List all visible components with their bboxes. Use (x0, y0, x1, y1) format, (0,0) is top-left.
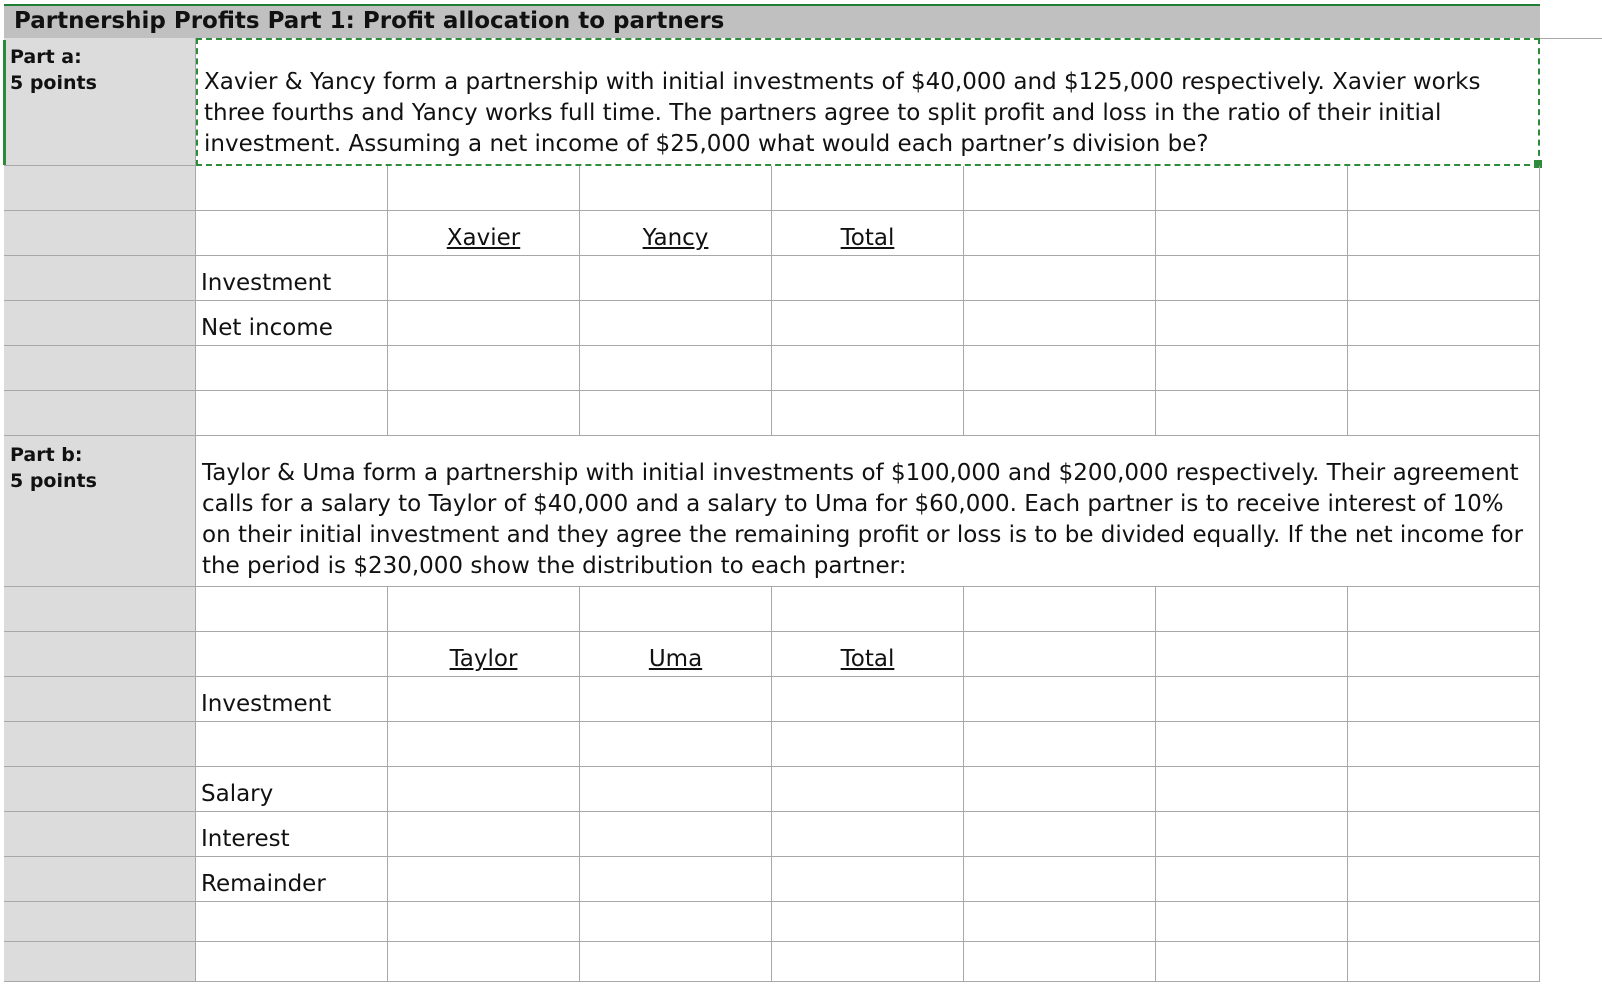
taylor-remainder-cell[interactable] (388, 857, 580, 902)
cell[interactable] (1348, 391, 1540, 436)
grid-row[interactable] (4, 942, 1540, 982)
total-investment-cell[interactable] (772, 256, 964, 301)
net-income-label: Net income (201, 315, 333, 341)
cell[interactable] (196, 942, 388, 982)
uma-remainder-cell[interactable] (580, 857, 772, 902)
grid-row[interactable] (4, 587, 1540, 632)
part-a-question-row[interactable] (4, 38, 1540, 166)
cell[interactable] (196, 722, 388, 767)
cell[interactable] (1348, 942, 1540, 982)
cell[interactable] (1348, 301, 1540, 346)
net-income-label-cell[interactable] (196, 301, 388, 346)
header-taylor: Taylor (449, 646, 518, 672)
cell[interactable] (1156, 942, 1348, 982)
grid-row[interactable] (4, 346, 1540, 391)
title-row[interactable] (4, 4, 1540, 38)
cell[interactable] (1348, 256, 1540, 301)
cell[interactable] (964, 211, 1156, 256)
cell[interactable] (772, 942, 964, 982)
cell[interactable] (964, 812, 1156, 857)
part-b-remainder-row[interactable] (4, 857, 1540, 902)
cell[interactable] (964, 166, 1156, 211)
salary-label-cell[interactable] (196, 767, 388, 812)
part-a-question-text: Xavier & Yancy form a partnership with initial investments of $40,000 and $125,000 respectively. Xavier works three fourths and Yancy works full time. The partners agree to split profit and loss in the ratio of their initial investment. Assuming a net income of $25,000 what would each partner’s division be? (204, 69, 1481, 157)
uma-salary-cell[interactable] (580, 767, 772, 812)
cell[interactable] (1348, 346, 1540, 391)
cell[interactable] (196, 587, 388, 632)
cell[interactable] (1156, 166, 1348, 211)
row-label-cell[interactable] (4, 677, 196, 722)
remainder-label: Remainder (201, 871, 326, 897)
cell[interactable] (1156, 256, 1348, 301)
total-investment-cell[interactable] (772, 677, 964, 722)
cell[interactable] (1348, 767, 1540, 812)
cell[interactable] (580, 346, 772, 391)
cell[interactable] (964, 256, 1156, 301)
remainder-label-cell[interactable] (196, 857, 388, 902)
header-yancy-cell[interactable] (580, 211, 772, 256)
cell[interactable] (964, 767, 1156, 812)
header-xavier-cell[interactable] (388, 211, 580, 256)
cell[interactable] (964, 632, 1156, 677)
part-b-label: Part b: (10, 444, 83, 466)
row-label-cell[interactable] (4, 587, 196, 632)
grid-row[interactable] (4, 722, 1540, 767)
row-label-cell[interactable] (4, 767, 196, 812)
row-label-cell[interactable] (4, 166, 196, 211)
cell[interactable] (1348, 632, 1540, 677)
part-a-net-income-row[interactable] (4, 301, 1540, 346)
cell[interactable] (964, 722, 1156, 767)
row-label-cell[interactable] (4, 857, 196, 902)
cell[interactable] (1348, 587, 1540, 632)
uma-interest-cell[interactable] (580, 812, 772, 857)
header-total-cell[interactable] (772, 632, 964, 677)
interest-label: Interest (201, 826, 290, 852)
cell[interactable] (1156, 391, 1348, 436)
xavier-investment-cell[interactable] (388, 256, 580, 301)
part-b-interest-row[interactable] (4, 812, 1540, 857)
part-b-question-text: Taylor & Uma form a partnership with initial investments of $100,000 and $200,000 respectively. Their agreement calls for a salary to Taylor of $40,000 and a salary to Uma for $60,000. Each partner is to receive interest of 10% on their initial investment and they agree the remaining profit or loss is to be divided equally. If the net income for the period is $230,000 show the distribution to each partner: (202, 460, 1524, 579)
cell[interactable] (964, 587, 1156, 632)
part-a-investment-row[interactable] (4, 256, 1540, 301)
cell[interactable] (196, 211, 388, 256)
cell[interactable] (580, 722, 772, 767)
cell[interactable] (388, 346, 580, 391)
total-interest-cell[interactable] (772, 812, 964, 857)
row-label-cell[interactable] (4, 902, 196, 942)
cell[interactable] (1156, 211, 1348, 256)
header-total: Total (840, 225, 895, 251)
cell[interactable] (772, 587, 964, 632)
row-label-cell[interactable] (4, 346, 196, 391)
xavier-net-income-cell[interactable] (388, 301, 580, 346)
part-b-investment-row[interactable] (4, 677, 1540, 722)
row-label-cell[interactable] (4, 256, 196, 301)
investment-label: Investment (201, 270, 332, 296)
cell[interactable] (772, 902, 964, 942)
cell[interactable] (1156, 722, 1348, 767)
header-uma-cell[interactable] (580, 632, 772, 677)
cell[interactable] (196, 632, 388, 677)
total-remainder-cell[interactable] (772, 857, 964, 902)
cell[interactable] (1348, 812, 1540, 857)
salary-label: Salary (201, 781, 274, 807)
part-b-question-cell[interactable] (196, 436, 1540, 587)
row-label-cell[interactable] (4, 632, 196, 677)
row-label-cell[interactable] (4, 211, 196, 256)
header-total-cell[interactable] (772, 211, 964, 256)
cell[interactable] (772, 722, 964, 767)
grid-row[interactable] (4, 902, 1540, 942)
row-label-cell[interactable] (4, 391, 196, 436)
cell[interactable] (1156, 767, 1348, 812)
cell[interactable] (1156, 812, 1348, 857)
part-a-label-cell[interactable] (4, 38, 196, 166)
uma-investment-cell[interactable] (580, 677, 772, 722)
sheet-title: Partnership Profits Part 1: Profit allocation to partners (14, 8, 725, 34)
cell[interactable] (196, 166, 388, 211)
cell[interactable] (964, 857, 1156, 902)
cell[interactable] (580, 166, 772, 211)
header-total: Total (840, 646, 895, 672)
taylor-investment-cell[interactable] (388, 677, 580, 722)
part-b-salary-row[interactable] (4, 767, 1540, 812)
header-xavier: Xavier (446, 225, 521, 251)
cell[interactable] (964, 346, 1156, 391)
cell[interactable] (964, 902, 1156, 942)
header-taylor-cell[interactable] (388, 632, 580, 677)
part-b-question-row[interactable] (4, 436, 1540, 587)
cell[interactable] (964, 301, 1156, 346)
grid-row[interactable] (4, 166, 1540, 211)
cell[interactable] (1156, 677, 1348, 722)
part-a-label: Part a: (10, 46, 82, 68)
part-a-header-row[interactable] (4, 211, 1540, 256)
cell[interactable] (1348, 902, 1540, 942)
yancy-investment-cell[interactable] (580, 256, 772, 301)
part-b-label-cell[interactable] (4, 436, 196, 587)
row-label-cell[interactable] (4, 812, 196, 857)
total-salary-cell[interactable] (772, 767, 964, 812)
row-label-cell[interactable] (4, 301, 196, 346)
cell[interactable] (196, 391, 388, 436)
cell[interactable] (964, 942, 1156, 982)
cell[interactable] (196, 346, 388, 391)
part-a-question-cell[interactable] (196, 38, 1540, 166)
cell[interactable] (772, 346, 964, 391)
taylor-salary-cell[interactable] (388, 767, 580, 812)
cell[interactable] (772, 391, 964, 436)
cell[interactable] (388, 391, 580, 436)
cell[interactable] (1156, 587, 1348, 632)
interest-label-cell[interactable] (196, 812, 388, 857)
cell[interactable] (1156, 301, 1348, 346)
cell[interactable] (580, 587, 772, 632)
cell[interactable] (580, 902, 772, 942)
cell[interactable] (580, 942, 772, 982)
cell[interactable] (964, 391, 1156, 436)
part-b-header-row[interactable] (4, 632, 1540, 677)
cell[interactable] (388, 166, 580, 211)
cell[interactable] (1348, 677, 1540, 722)
grid-row[interactable] (4, 391, 1540, 436)
cell[interactable] (964, 677, 1156, 722)
divider (1540, 38, 1602, 39)
investment-label-cell[interactable] (196, 677, 388, 722)
row-label-cell[interactable] (4, 722, 196, 767)
cell[interactable] (1348, 857, 1540, 902)
cell[interactable] (1348, 722, 1540, 767)
investment-label-cell[interactable] (196, 256, 388, 301)
cell[interactable] (580, 391, 772, 436)
cell[interactable] (772, 166, 964, 211)
header-uma: Uma (648, 646, 703, 672)
yancy-net-income-cell[interactable] (580, 301, 772, 346)
cell[interactable] (196, 902, 388, 942)
header-yancy: Yancy (642, 225, 709, 251)
cell[interactable] (388, 722, 580, 767)
part-a-points: 5 points (10, 72, 97, 94)
cell[interactable] (1156, 857, 1348, 902)
selection-indicator (3, 40, 6, 165)
investment-label: Investment (201, 691, 332, 717)
row-label-cell[interactable] (4, 942, 196, 982)
cell[interactable] (388, 587, 580, 632)
taylor-interest-cell[interactable] (388, 812, 580, 857)
cell[interactable] (1348, 166, 1540, 211)
cell[interactable] (1156, 346, 1348, 391)
cell[interactable] (1156, 632, 1348, 677)
cell[interactable] (1156, 902, 1348, 942)
cell[interactable] (1348, 211, 1540, 256)
total-net-income-cell[interactable] (772, 301, 964, 346)
cell[interactable] (388, 942, 580, 982)
part-b-points: 5 points (10, 470, 97, 492)
cell[interactable] (388, 902, 580, 942)
